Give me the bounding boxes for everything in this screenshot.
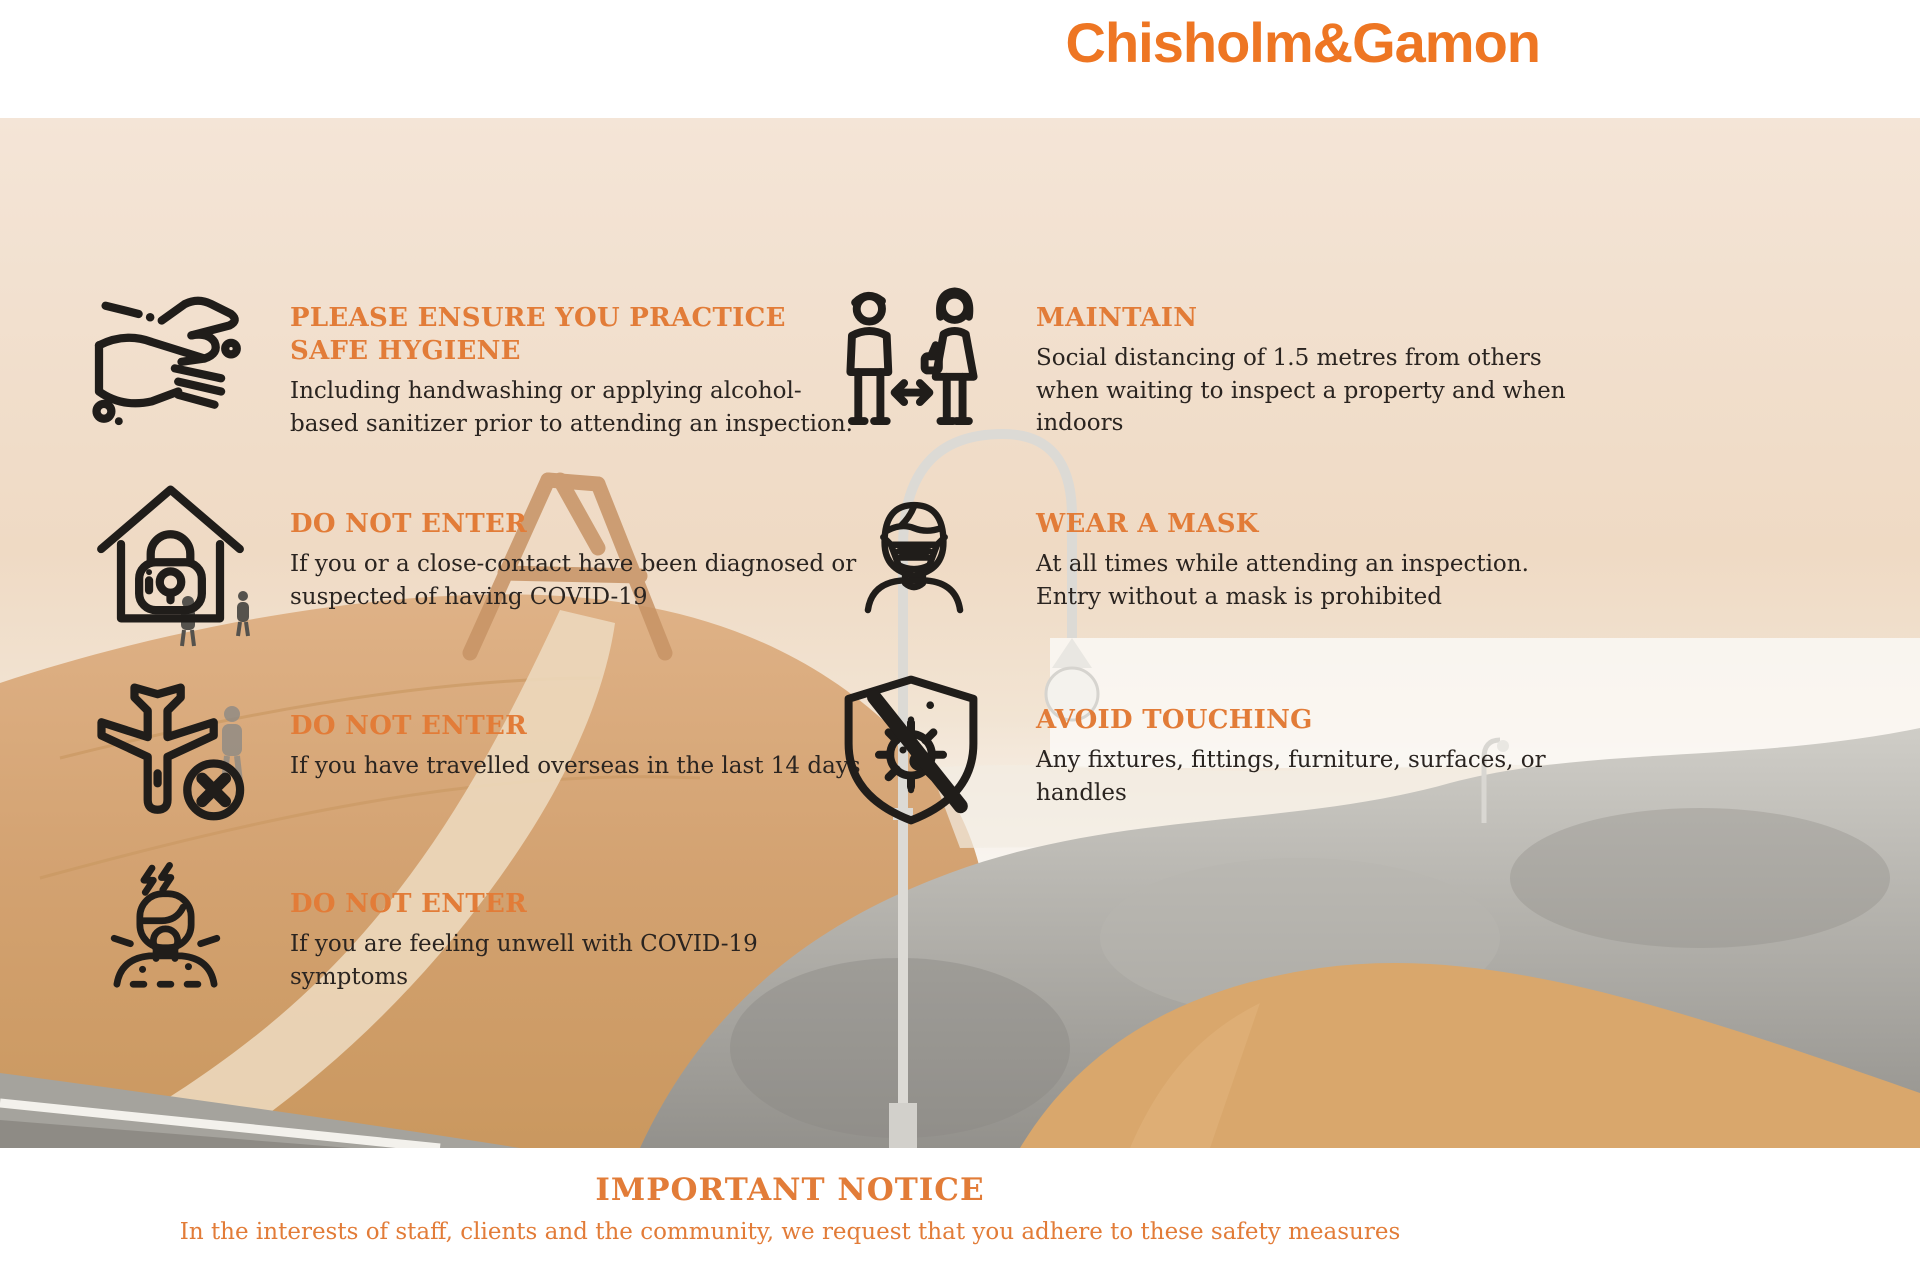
social-distance-icon <box>832 282 992 440</box>
item-heading: PLEASE ENSURE YOU PRACTICE SAFE HYGIENE <box>290 303 786 367</box>
item-body: At all times while attending an inspection. Entry without a mask is prohibited <box>1036 551 1529 610</box>
item-heading: WEAR A MASK <box>1036 509 1259 539</box>
item-body: Any fixtures, fittings, furniture, surfaces, or handles <box>1036 747 1546 806</box>
background-photo <box>0 118 1920 1148</box>
item-text <box>1036 302 1596 440</box>
item-body: If you have travelled overseas in the last 14 days <box>290 753 861 780</box>
footer-title: IMPORTANT NOTICE <box>595 1172 985 1208</box>
item-body: Social distancing of 1.5 metres from others when waiting to inspect a property and when indoors <box>1036 345 1566 437</box>
item-text <box>290 302 870 440</box>
plane-cancel-icon <box>85 663 250 831</box>
item-text <box>290 710 870 783</box>
item-body: If you or a close-contact have been diagnosed or suspected of having COVID-19 <box>290 551 857 610</box>
item-heading: AVOID TOUCHING <box>1036 705 1313 735</box>
item-heading: DO NOT ENTER <box>290 889 528 919</box>
brand-logo: Chisholm&Gamon <box>1065 11 1540 74</box>
footer-subtitle: In the interests of staff, clients and the community, we request that you adhere to these safety measures <box>179 1219 1401 1245</box>
item-text <box>290 888 870 993</box>
item-text <box>1036 704 1596 809</box>
footer <box>0 1148 1580 1280</box>
header <box>0 0 1920 118</box>
handwashing-icon <box>75 276 255 441</box>
item-text <box>290 508 870 613</box>
item-body: Including handwashing or applying alcohol-based sanitizer prior to attending an inspection. <box>290 378 853 437</box>
item-heading: DO NOT ENTER <box>290 509 528 539</box>
item-heading: MAINTAIN <box>1036 303 1198 333</box>
unwell-person-icon <box>98 840 233 1015</box>
house-lock-icon <box>88 470 253 638</box>
item-body: If you are feeling unwell with COVID-19 symptoms <box>290 931 758 990</box>
item-text <box>1036 508 1596 613</box>
item-heading: DO NOT ENTER <box>290 711 528 741</box>
face-mask-icon <box>850 470 978 640</box>
no-virus-shield-icon <box>830 670 992 830</box>
